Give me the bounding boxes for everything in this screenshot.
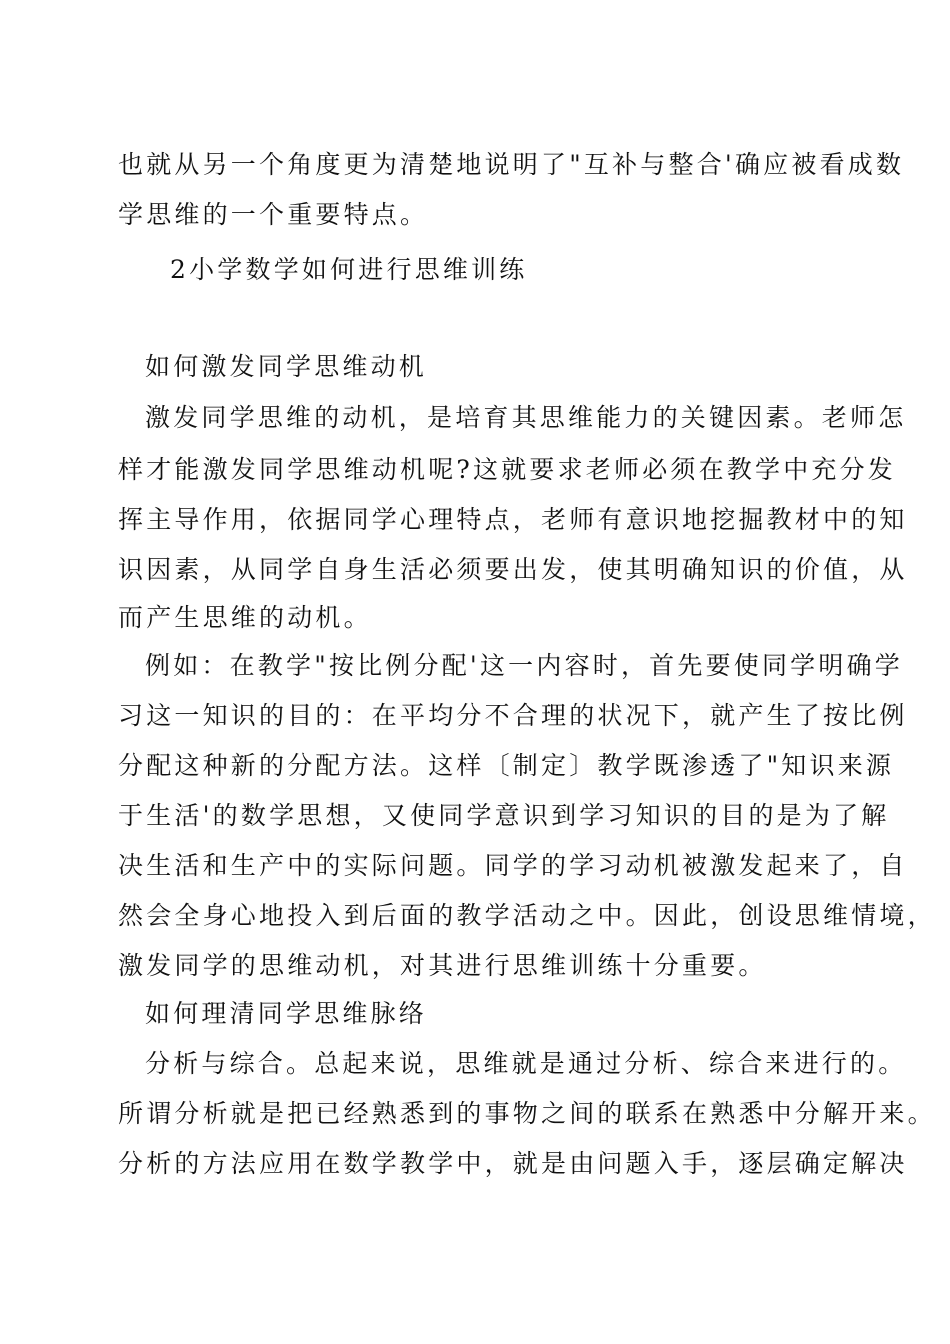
paragraph-line: 识因素，从同学自身生活必须要出发，使其明确知识的价值，从 — [118, 555, 908, 584]
paragraph-line: 分析的方法应用在数学教学中，就是由问题入手，逐层确定解决 — [118, 1149, 908, 1178]
paragraph-line: 分析与综合。总起来说，思维就是通过分析、综合来进行的。 — [145, 1049, 907, 1078]
paragraph-line: 分配这种新的分配方法。这样〔制定〕教学既渗透了"知识来源 — [118, 751, 895, 780]
section-heading: 2小学数学如何进行思维训练 — [170, 255, 528, 284]
paragraph-line: 然会全身心地投入到后面的教学活动之中。因此，创设思维情境， — [118, 901, 936, 930]
paragraph-line: 样才能激发同学思维动机呢?这就要求老师必须在教学中充分发 — [118, 455, 897, 484]
subsection-heading: 如何激发同学思维动机 — [145, 352, 428, 381]
paragraph-line: 也就从另一个角度更为清楚地说明了"互补与整合'确应被看成数 — [118, 150, 905, 179]
paragraph-line: 决生活和生产中的实际问题。同学的学习动机被激发起来了，自 — [118, 851, 908, 880]
paragraph-line: 学思维的一个重要特点。 — [118, 200, 429, 229]
paragraph-line: 例如：在教学"按比例分配'这一内容时，首先要使同学明确学 — [145, 651, 903, 680]
paragraph-line: 所谓分析就是把已经熟悉到的事物之间的联系在熟悉中分解开来。 — [118, 1099, 936, 1128]
paragraph-line: 习这一知识的目的：在平均分不合理的状况下，就产生了按比例 — [118, 701, 908, 730]
paragraph-line: 挥主导作用，依据同学心理特点，老师有意识地挖掘教材中的知 — [118, 505, 908, 534]
subsection-heading: 如何理清同学思维脉络 — [145, 999, 428, 1028]
paragraph-line: 激发同学的思维动机，对其进行思维训练十分重要。 — [118, 951, 767, 980]
paragraph-line: 于生活'的数学思想，又使同学意识到学习知识的目的是为了解 — [118, 801, 890, 830]
paragraph-line: 激发同学思维的动机，是培育其思维能力的关键因素。老师怎 — [145, 403, 907, 432]
paragraph-line: 而产生思维的动机。 — [118, 603, 372, 632]
